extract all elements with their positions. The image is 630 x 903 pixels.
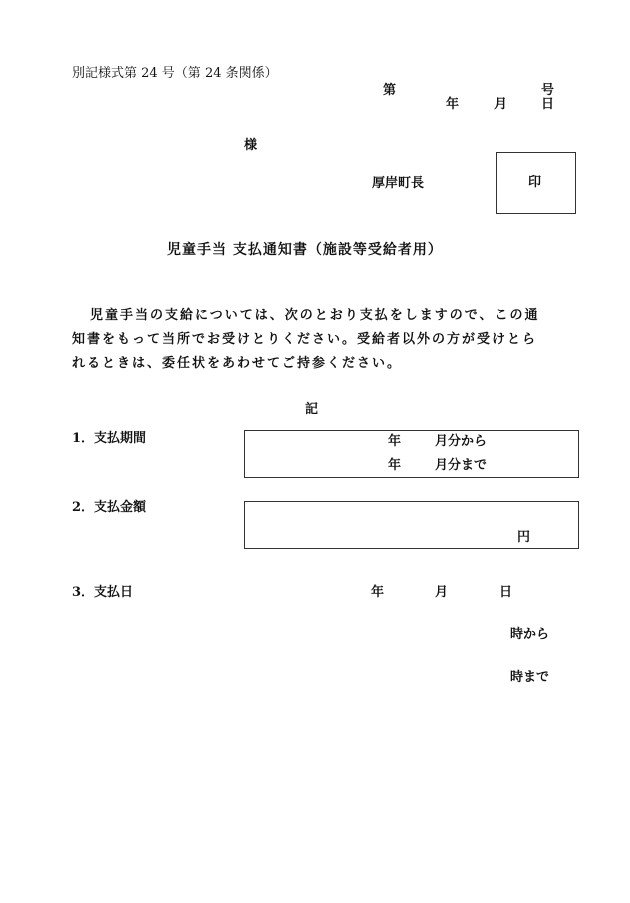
amount-label: 2．支払金額 [72,500,147,515]
paydate-year: 年 [371,585,385,600]
paydate-month: 月 [435,585,449,600]
date-day: 日 [541,97,555,112]
period-box [244,430,579,478]
doc-number-dai: 第 [383,83,397,98]
date-year: 年 [446,97,460,112]
recipient-suffix: 様 [244,138,258,153]
period-label: 1．支払期間 [72,431,147,446]
period-from-year: 年 [388,434,402,449]
doc-number-go: 号 [541,83,555,98]
body-line-2: 知書をもって当所でお受けとりください。受給者以外の方が受けとら [72,332,538,347]
body-line-3: れるときは、委任状をあわせてご持参ください。 [72,356,403,371]
period-to-month: 月分まで [435,458,488,473]
body-line-1: 児童手当の支給については、次のとおり支払をしますので、この通 [90,308,540,323]
form-number: 別記様式第 24 号（第 24 条関係） [72,66,278,81]
seal-box [496,152,576,214]
period-from-month: 月分から [435,434,488,449]
issuer: 厚岸町長 [372,176,425,191]
document-title: 児童手当 支払通知書（施設等受給者用） [167,242,443,258]
paydate-day: 日 [499,585,513,600]
paydate-time-from: 時から [510,627,550,642]
paydate-time-to: 時まで [510,670,550,685]
period-to-year: 年 [388,458,402,473]
ki-mark: 記 [305,402,319,417]
amount-unit: 円 [517,530,531,545]
paydate-label: 3．支払日 [72,585,134,600]
date-month: 月 [494,97,508,112]
seal-label: 印 [528,175,542,190]
